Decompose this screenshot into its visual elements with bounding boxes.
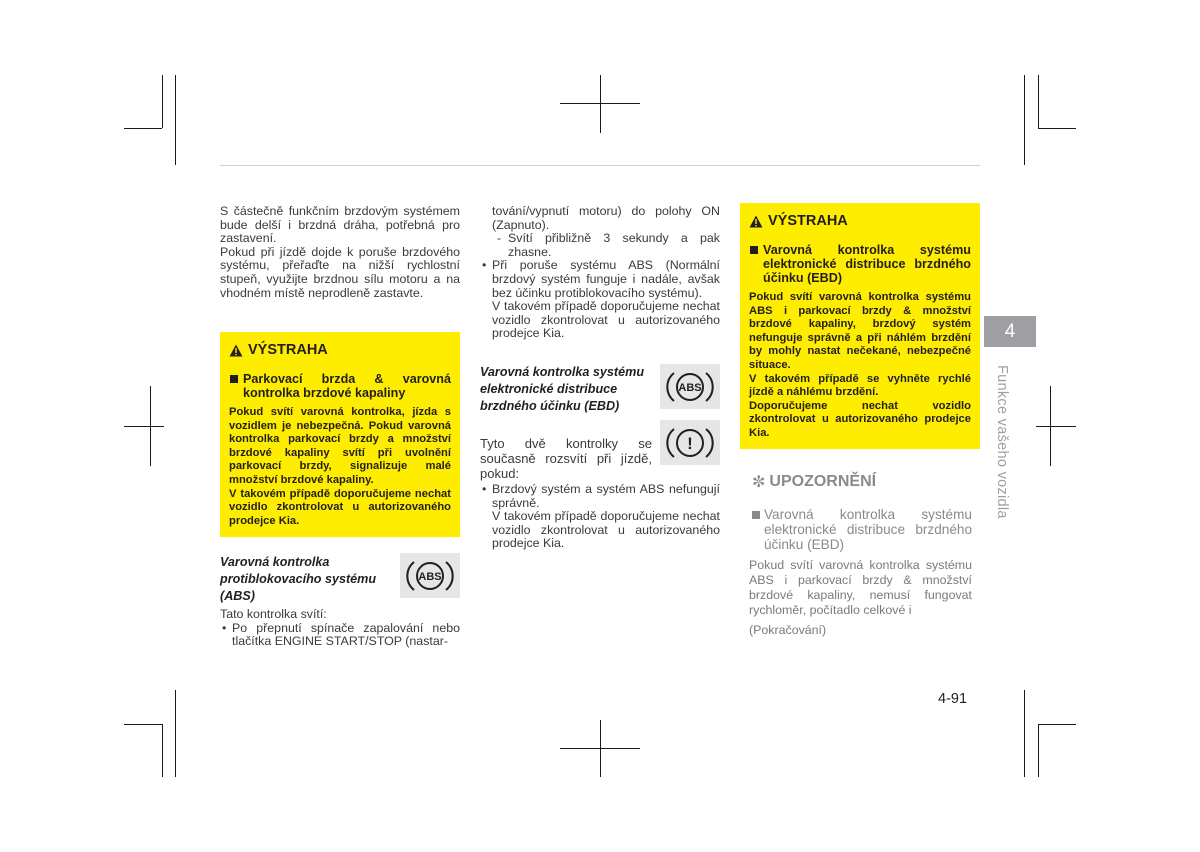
lights-label: Tato kontrolka svítí: bbox=[220, 607, 327, 621]
warning-title: VÝSTRAHA bbox=[229, 342, 451, 358]
svg-text:!: ! bbox=[687, 433, 693, 453]
continued-text: tování/vypnutí motoru) do polohy ON (Zapnuto). bbox=[492, 204, 720, 232]
intro-text: S částečně funkčním brzdovým systémem bude delší i brzdná dráha, potřebná pro zastavení. bbox=[220, 204, 460, 246]
warning-body-2: V takovém případě doporučujeme nechat vozidlo zkontrolovat u autorizovaného prodejce Kia. bbox=[229, 487, 451, 527]
header-rule bbox=[220, 165, 980, 166]
brake-warning-light bbox=[660, 420, 720, 465]
intro-text-2: Pokud při jízdě dojde k poruše brzdového systému, přeřaďte na nižší rychlostní stupeň, využijte brzdnou sílu motoru a na vhodném místě neprodleně zastavte. bbox=[220, 244, 460, 300]
warning-body-3: Doporučujeme nechat vozidlo zkontrolovat u autorizovaného prodejce Kia. bbox=[749, 399, 971, 439]
column-1 bbox=[220, 205, 460, 300]
square-bullet-icon bbox=[230, 375, 238, 383]
column-2 bbox=[480, 205, 720, 341]
square-bullet-icon bbox=[752, 511, 760, 519]
warning-triangle-icon bbox=[749, 215, 763, 228]
ebd-heading: Varovná kontrolka systému elektronické distribuce brzdného účinku (EBD) bbox=[480, 365, 645, 413]
continued-label: (Pokračování) bbox=[749, 623, 827, 637]
abs-icon bbox=[665, 369, 715, 405]
notice-title: ✼ UPOZORNĚNÍ bbox=[752, 473, 877, 491]
abs-icon bbox=[405, 558, 455, 594]
notice-subtitle: Varovná kontrolka systému elektronické distribuce brzdného účinku (EBD) bbox=[750, 507, 972, 552]
notice-body: Pokud svítí varovná kontrolka systému ABS i parkovací brzdy & množství brzdové kapaliny, nemusí fungovat rychloměr, počítadlo celkové i bbox=[749, 558, 972, 617]
abs-warning-light-2 bbox=[660, 364, 720, 409]
warning-box-ebd bbox=[740, 203, 980, 449]
warning-triangle-icon bbox=[229, 344, 243, 357]
square-bullet-icon bbox=[750, 246, 758, 254]
warning-box-parking-brake bbox=[220, 332, 460, 537]
warning-body: Pokud svítí varovná kontrolka systému ABS i parkovací brzdy & množství brzdové kapaliny, brzdový systém nefunguje správně a při náhlém brzdění by mohly nastat nečekané, nebezpečné situace. bbox=[749, 291, 971, 371]
svg-text:ABS: ABS bbox=[418, 570, 442, 583]
column-2-lower bbox=[480, 483, 720, 551]
svg-text:ABS: ABS bbox=[678, 381, 702, 394]
chapter-title: Funkce vašeho vozidla bbox=[994, 365, 1010, 519]
chapter-tab: 4 bbox=[984, 316, 1036, 347]
brake-warning-icon bbox=[665, 424, 715, 462]
abs-warning-light bbox=[400, 553, 460, 598]
dash-item: - Svítí přibližně 3 sekundy a pak zhasne. bbox=[480, 232, 720, 259]
bullet-abs-fault: • Při poruše systému ABS (Normální brzdový systém funguje i nadále, avšak bez účinku protiblokovacího systému). bbox=[480, 259, 720, 300]
warning-body-2: V takovém případě se vyhněte rychlé jízdě a náhlému brzdění. bbox=[749, 372, 971, 399]
column-1-lower bbox=[220, 608, 460, 649]
warning-subtitle: Varovná kontrolka systému elektronické distribuce brzdného účinku (EBD) bbox=[749, 243, 971, 285]
bullet-brake-fault-note: V takovém případě doporučujeme nechat vozidlo zkontrolovat u autorizovaného prodejce Kia. bbox=[492, 509, 720, 551]
warning-subtitle: Parkovací brzda & varovná kontrolka brzdové kapaliny bbox=[229, 372, 451, 400]
warning-body: Pokud svítí varovná kontrolka, jízda s vozidlem je nebezpečná. Pokud varovná kontrolka parkovací brzdy a množství brzdové kapaliny svítí při uvolnění parkovací brzdy, signalizuje malé množství brzdové kapaliny. bbox=[229, 406, 451, 486]
asterisk-icon: ✼ bbox=[752, 474, 766, 491]
bullet-abs-fault-note: V takovém případě doporučujeme nechat vozidlo zkontrolovat u autorizovaného prodejce Kia. bbox=[492, 299, 720, 341]
abs-heading: Varovná kontrolka protiblokovacího systému (ABS) bbox=[220, 555, 377, 603]
both-lights-text: Tyto dvě kontrolky se současně rozsvítí při jízdě, pokud: bbox=[480, 436, 652, 481]
warning-title: VÝSTRAHA bbox=[749, 213, 971, 229]
page-number: 4-91 bbox=[938, 691, 968, 707]
bullet-ignition: • Po přepnutí spínače zapalování nebo tlačítka ENGINE START/STOP (nastar- bbox=[220, 622, 460, 649]
bullet-brake-fault: • Brzdový systém a systém ABS nefungují správně. bbox=[480, 483, 720, 510]
